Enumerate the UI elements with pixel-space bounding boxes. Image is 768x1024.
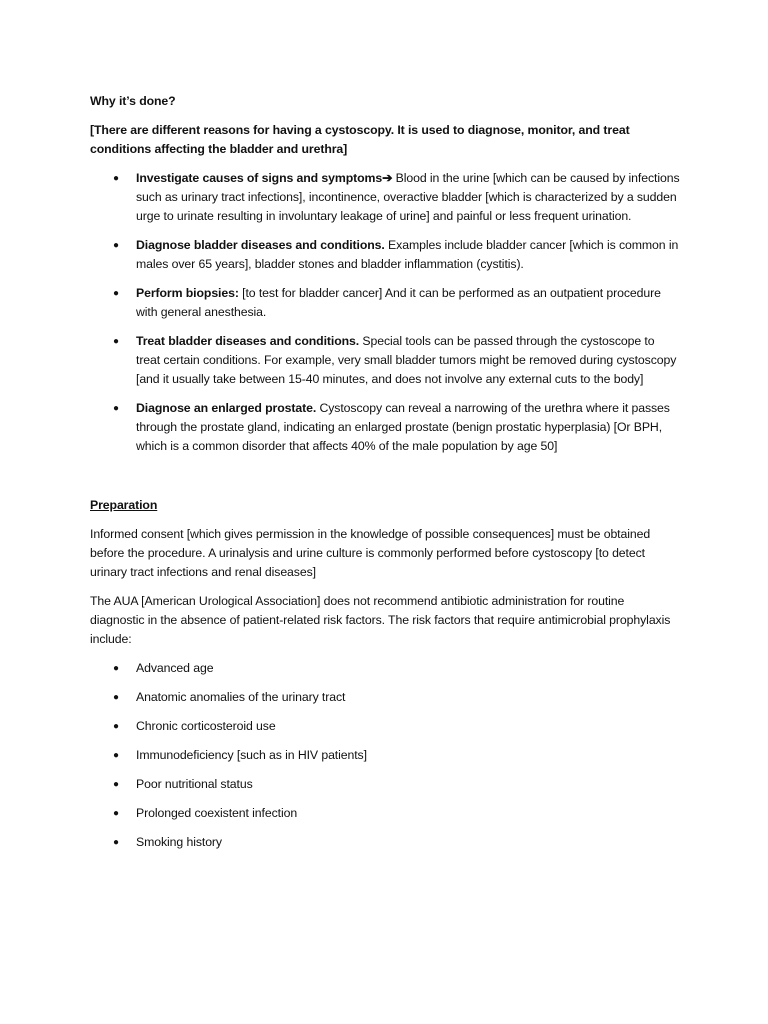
list-item xyxy=(90,659,680,678)
list-item-lead: Diagnose bladder diseases and conditions. xyxy=(136,238,385,252)
list-item xyxy=(90,717,680,736)
bullet-icon: ● xyxy=(113,837,119,848)
list-item xyxy=(90,804,680,823)
section-heading-preparation: Preparation xyxy=(90,498,158,512)
bullet-icon: ● xyxy=(113,721,119,732)
list-item-text: Cystoscopy can reveal a narrowing of the urethra where it passes through the prostate gland, indicating an enlarged prostate (benign prostatic hyperplasia) [Or BPH, which is a common disorder that affects 40% of the male population by age 50] xyxy=(136,401,670,453)
intro-paragraph: [There are different reasons for having a cystoscopy. It is used to diagnose, monitor, and treat conditions affecting the bladder and urethra] xyxy=(90,123,630,156)
bullet-icon: ● xyxy=(113,403,119,414)
list-item-text: Immunodeficiency [such as in HIV patients] xyxy=(136,748,367,762)
list-item-text: [to test for bladder cancer] And it can be performed as an outpatient procedure with general anesthesia. xyxy=(136,286,661,319)
list-item-text: Special tools can be passed through the cystoscope to treat certain conditions. For example, very small bladder tumors might be removed during cystoscopy [and it usually take between 15-40 minutes, and does not involve any external cuts to the body] xyxy=(136,334,677,386)
risk-factors-list xyxy=(90,659,680,852)
list-item-text: Advanced age xyxy=(136,661,214,675)
list-item xyxy=(90,332,680,389)
reasons-list xyxy=(90,169,680,456)
list-item-lead: Diagnose an enlarged prostate. xyxy=(136,401,317,415)
list-item xyxy=(90,833,680,852)
bullet-icon: ● xyxy=(113,808,119,819)
list-item-lead: Treat bladder diseases and conditions. xyxy=(136,334,360,348)
list-item xyxy=(90,775,680,794)
document-page xyxy=(90,92,680,862)
bullet-icon: ● xyxy=(113,779,119,790)
bullet-icon: ● xyxy=(113,173,119,184)
list-item-text: Prolonged coexistent infection xyxy=(136,806,298,820)
section-heading-why: Why it’s done? xyxy=(90,94,176,108)
list-item xyxy=(90,284,680,322)
list-item-text: Chronic corticosteroid use xyxy=(136,719,276,733)
consent-paragraph: Informed consent [which gives permission in the knowledge of possible consequences] must be obtained before the procedure. A urinalysis and urine culture is commonly performed before cystoscopy [to detect urinary tract infections and renal diseases] xyxy=(90,527,651,579)
list-item-text: Smoking history xyxy=(136,835,222,849)
bullet-icon: ● xyxy=(113,692,119,703)
bullet-icon: ● xyxy=(113,663,119,674)
list-item xyxy=(90,399,680,456)
bullet-icon: ● xyxy=(113,336,119,347)
list-item-text: Examples include bladder cancer [which is common in males over 65 years], bladder stones and bladder inflammation (cystitis). xyxy=(136,238,679,271)
list-item xyxy=(90,746,680,765)
list-item-text: Blood in the urine [which can be caused by infections such as urinary tract infections], incontinence, overactive bladder [which is characterized by a sudden urge to urinate resulting in involuntary leakage of urine] and painful or less frequent urination. xyxy=(136,171,680,223)
bullet-icon: ● xyxy=(113,288,119,299)
list-item-text: Anatomic anomalies of the urinary tract xyxy=(136,690,346,704)
list-item xyxy=(90,688,680,707)
aua-paragraph: The AUA [American Urological Association] does not recommend antibiotic administration for routine diagnostic in the absence of patient-related risk factors. The risk factors that require antimicrobial prophylaxis include: xyxy=(90,594,671,646)
list-item xyxy=(90,236,680,274)
list-item xyxy=(90,169,680,226)
list-item-lead: Investigate causes of signs and symptoms➔ xyxy=(136,171,393,185)
bullet-icon: ● xyxy=(113,750,119,761)
bullet-icon: ● xyxy=(113,240,119,251)
list-item-lead: Perform biopsies: xyxy=(136,286,239,300)
list-item-text: Poor nutritional status xyxy=(136,777,253,791)
section-spacer xyxy=(90,466,680,496)
